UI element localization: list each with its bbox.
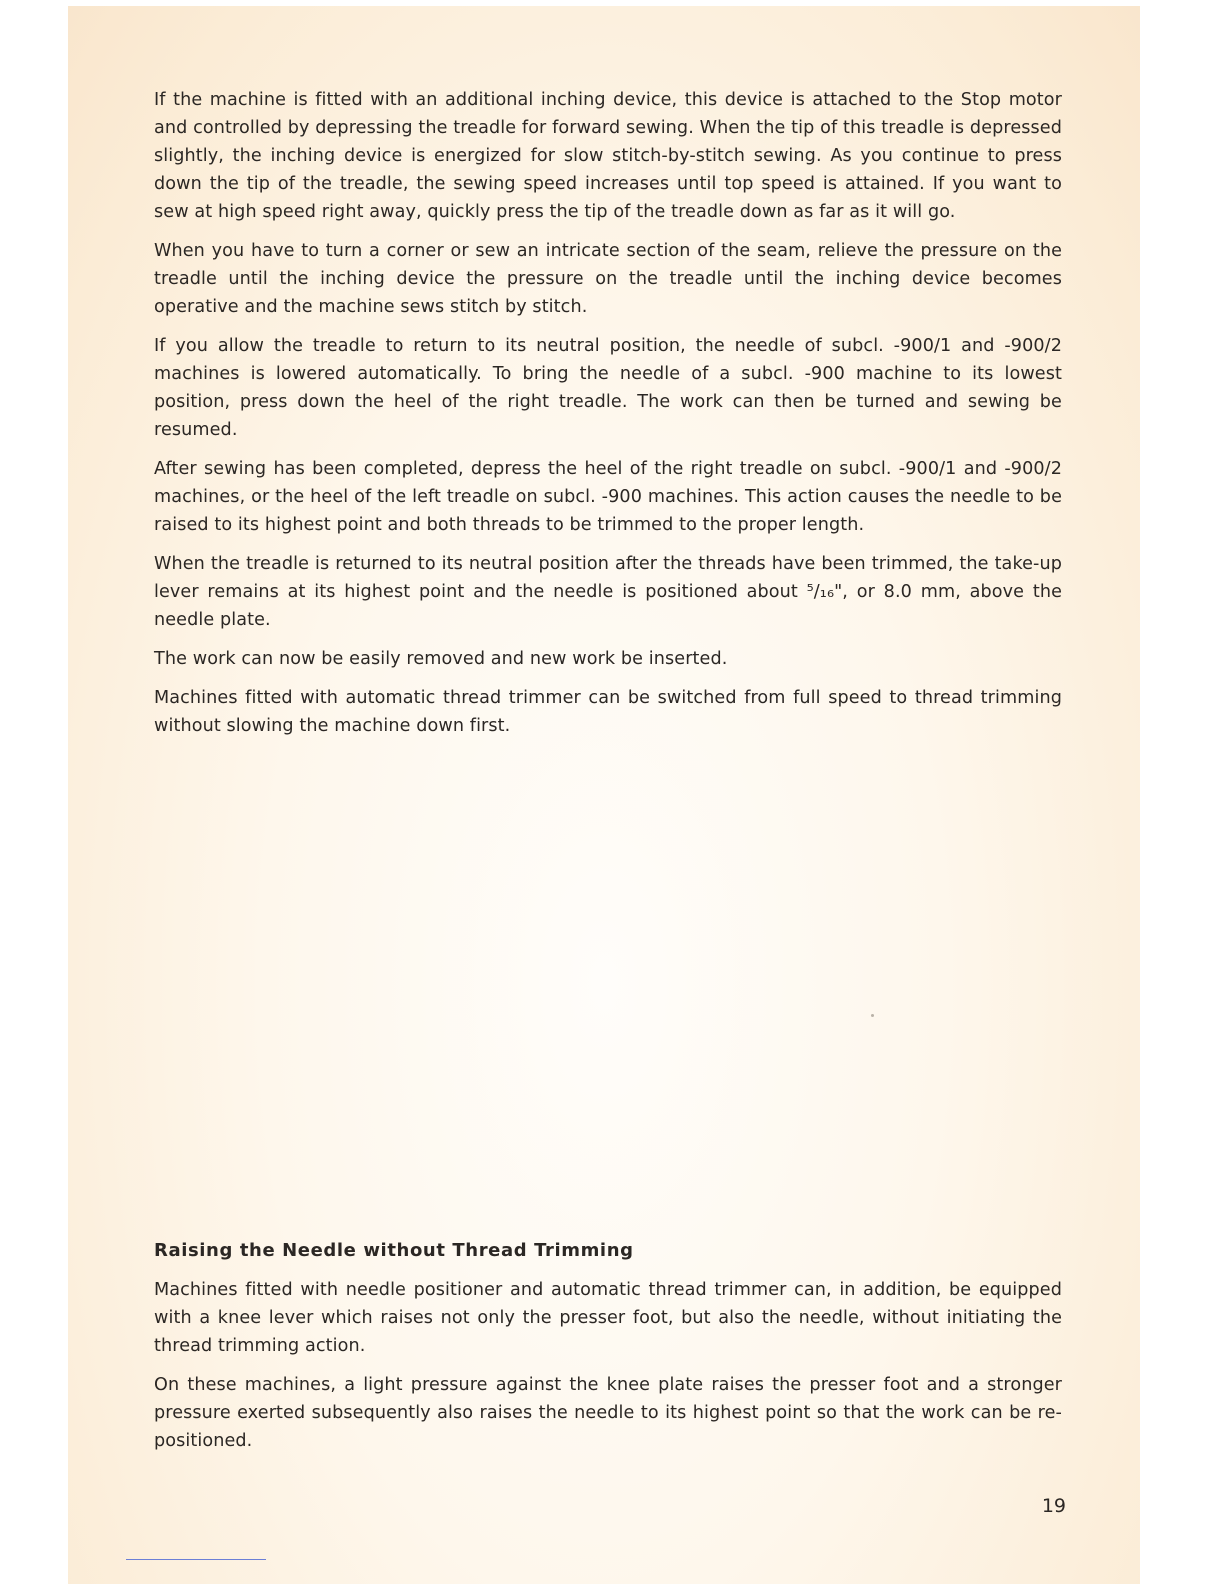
paragraph-take-up-lever: When the treadle is returned to its neutral position after the threads have been trimmed, the take-up lever remains at its highest point and the needle is positioned about ⁵/₁₆", or 8.0 mm, above the needle plate. (154, 554, 1062, 630)
section-paragraph-knee-lever: Machines fitted with needle positioner and automatic thread trimmer can, in addition, be equipped with a knee lever which raises not only the presser foot, but also the needle, without initiating the thread trimming action. (154, 1280, 1062, 1356)
paragraph-neutral-position: If you allow the treadle to return to its neutral position, the needle of subcl. -900/1 and -900/2 machines is lowered automatically. To bring the needle of a subcl. -900 machine to its lowest position, press down the heel of the right treadle. The work can then be turned and sewing be resumed. (154, 336, 1062, 440)
paragraph-remove-work: The work can now be easily removed and new work be inserted. (154, 649, 728, 669)
body-text (154, 86, 1062, 751)
section-paragraph-knee-plate: On these machines, a light pressure against the knee plate raises the presser foot and a stronger pressure exerted subsequently also raises the needle to its highest point so that the work can be re-positioned. (154, 1375, 1062, 1451)
footnote-rule (126, 1559, 266, 1560)
page-number: 19 (1041, 1495, 1066, 1517)
print-speck (871, 1014, 874, 1017)
paragraph-turning-corners: When you have to turn a corner or sew an intricate section of the seam, relieve the pressure on the treadle until the inching device the pressure on the treadle until the inching device becomes operative and the machine sews stitch by stitch. (154, 241, 1062, 317)
section-heading: Raising the Needle without Thread Trimming (154, 1240, 634, 1261)
section-raising-needle (154, 1237, 1062, 1466)
paragraph-after-sewing: After sewing has been completed, depress the heel of the right treadle on subcl. -900/1 and -900/2 machines, or the heel of the left treadle on subcl. -900 machines. This action causes the needle to be raised to its highest point and both threads to be trimmed to the proper length. (154, 459, 1062, 535)
paragraph-thread-trimmer: Machines fitted with automatic thread trimmer can be switched from full speed to thread trimming without slowing the machine down first. (154, 688, 1062, 736)
paragraph-inching-device: If the machine is fitted with an additional inching device, this device is attached to the Stop motor and controlled by depressing the treadle for forward sewing. When the tip of this treadle is depressed slightly, the inching device is energized for slow stitch-by-stitch sewing. As you continue to press down the tip of the treadle, the sewing speed increases until top speed is attained. If you want to sew at high speed right away, quickly press the tip of the treadle down as far as it will go. (154, 90, 1062, 222)
document-page (68, 6, 1140, 1584)
